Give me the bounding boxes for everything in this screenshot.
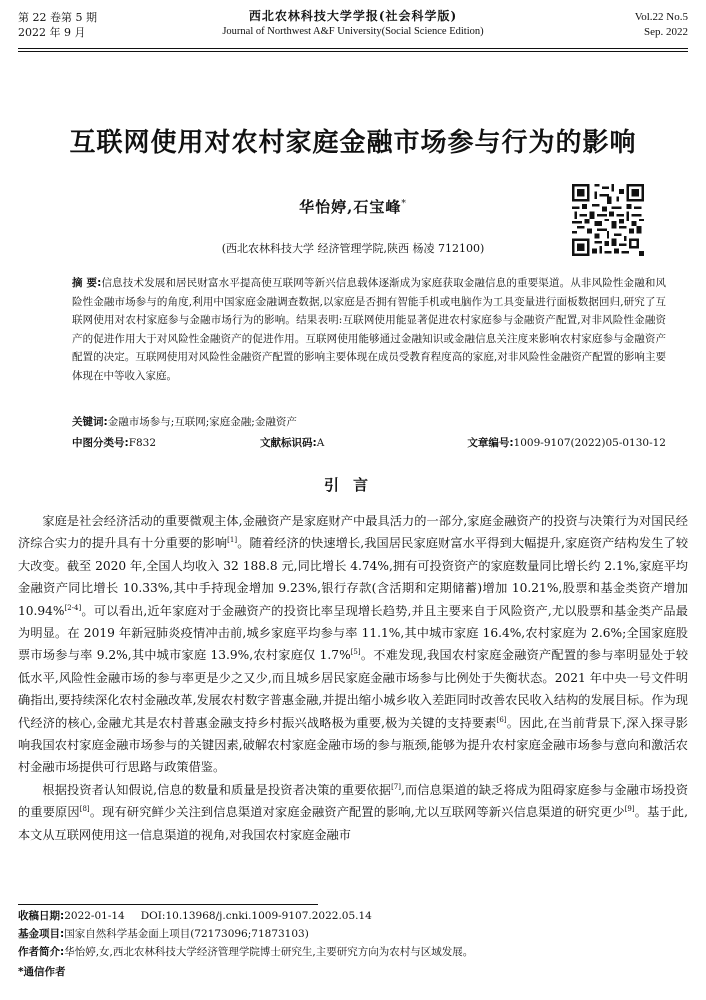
doc-label: 文献标识码: [260, 437, 317, 449]
footnote-rule [18, 904, 318, 905]
journal-header [18, 6, 688, 50]
paragraph-text: 。因此,在当前背景下,深入探寻影响我国农村家庭金融市场参与的关键因素,破解农村家庭金融市场的参与瓶颈,能够为提升农村家庭金融市场参与意向和激活农村金融市场提供可行思路与政策借鉴。 [18, 715, 688, 775]
footnote-author [18, 945, 688, 959]
author-info-text: 华怡婷,女,西北农林科技大学经济管理学院博士研究生,主要研究方向为农村与区域发展。 [64, 946, 474, 958]
volume-issue-en [635, 10, 688, 40]
clc-label: 中图分类号: [72, 437, 129, 449]
received-label: 收稿日期: [18, 910, 65, 922]
citation-ref: [8] [79, 805, 90, 814]
header-rule-thick [18, 48, 688, 49]
art-label: 文章编号: [467, 437, 514, 449]
keywords-text: 金融市场参与;互联网;家庭金融;金融资产 [107, 416, 297, 428]
journal-name-en: Journal of Northwest A&F University(Social Science Edition) [222, 26, 484, 37]
journal-name [18, 8, 688, 39]
document-code [260, 435, 324, 450]
paragraph-text: 。可以看出,近年家庭对于金融资产的投资比率呈现增长趋势,并且主要来自于风险资产,尤以股票和基金类产品最为明显。在 2019 年新冠肺炎疫情冲击前,城乡家庭平均参与率 11.1%,其中城市家庭 16.4%,农村家庭为 2.6%;全国家庭股票市场参与率 9.2%,其中城市家庭 13.9%,农村家庭仅 1.7% [18, 603, 688, 663]
doc-value: A [316, 437, 325, 449]
keywords [72, 414, 666, 429]
corresponding-mark: * [401, 199, 407, 209]
volume-line-en: Vol.22 No.5 [634, 11, 688, 23]
paragraph-text: 。随着经济的快速增长,我国居民家庭财富水平得到大幅提升,家庭资产结构发生了较大改变。截至 2020 年,全国人均收入 32 188.8 元,同比增长 4.74%,拥有可投资资产的家庭数量同比增长约 2.1%,家庭平均金融资产同比增长 10.33%,其中手持现金增加 9.23%,银行存款(含活期和定期储蓄)增加 10.21%,股票和基金类资产增加 10.94% [18, 536, 689, 618]
paragraph [18, 779, 688, 846]
qr-code-icon [572, 184, 644, 256]
doi-label: DOI: [140, 910, 166, 922]
paragraph [18, 510, 688, 779]
header-rule-thin [18, 51, 688, 52]
paragraph-text: 根据投资者认知假说,信息的数量和质量是投资者决策的重要依据 [42, 782, 392, 797]
citation-ref: [1] [227, 536, 238, 545]
abstract-label: 摘 要: [72, 277, 102, 289]
article-number [467, 435, 666, 450]
footnote-fund [18, 927, 688, 941]
fund-label: 基金项目: [18, 928, 65, 940]
abstract-text: 信息技术发展和居民财富水平提高使互联网等新兴信息载体逐渐成为家庭获取金融信息的重要渠道。从非风险性金融和风险性金融市场参与的角度,利用中国家庭金融调查数据,以家庭是否拥有智能手机或电脑作为工具变量进行面板数据回归,研究了互联网使用对农村家庭参与金融市场行为的影响。结果表明:互联网使用能显著促进农村家庭参与金融资产配置,对非风险性金融资产的促进作用大于对风险性金融资产的促进作用。互联网使用能够通过金融知识或金融信息关注度来影响农村家庭参与金融资产配置的决定。互联网使用对风险性金融资产配置的影响主要体现在成员受教育程度高的家庭,对非风险性金融资产配置的影响主要体现在中等收入家庭。 [72, 277, 667, 382]
affiliation: (西北农林科技大学 经济管理学院,陕西 杨凌 712100) [221, 242, 485, 255]
clc-value: F832 [128, 437, 157, 449]
fund-text: 国家自然科学基金面上项目(72173096;71873103) [64, 928, 309, 940]
date-line-en: Sep. 2022 [644, 26, 688, 38]
clc-number [72, 435, 156, 450]
paper-title: 互联网使用对农村家庭金融市场参与行为的影响 [69, 128, 637, 158]
received-date: 2022-01-14 [64, 910, 125, 922]
classification-line [72, 435, 666, 451]
paragraph-text: ,而信息渠道的缺乏将成为阻碍家庭参与金融市场投资的重要原因 [18, 782, 689, 820]
art-value: 1009-9107(2022)05-0130-12 [513, 437, 666, 449]
doi-value: 10.13968/j.cnki.1009-9107.2022.05.14 [165, 910, 372, 922]
paragraph-text: 。基于此,本文从互联网使用这一信息渠道的视角,对我国农村家庭金融市 [18, 805, 689, 842]
citation-ref: [9] [624, 805, 635, 814]
body-text [18, 510, 688, 846]
keywords-label: 关键词: [72, 416, 108, 428]
footnote-received [18, 909, 688, 923]
paragraph-text: 。现有研究鲜少关注到信息渠道对家庭金融资产配置的影响,尤以互联网等新兴信息渠道的研究更少 [89, 805, 625, 820]
citation-ref: [7] [391, 782, 401, 791]
author-info-label: 作者简介: [18, 946, 65, 958]
footnote-corresponding [18, 965, 688, 979]
paragraph-text: 家庭是社会经济活动的重要微观主体,金融资产是家庭财产中最具活力的一部分,家庭金融资产的投资与决策行为对国民经济综合实力的提升具有十分重要的影响 [18, 514, 688, 551]
date-line: 2022 年 9 月 [18, 26, 86, 39]
corresponding-author: *通信作者 [18, 966, 66, 978]
abstract [72, 274, 666, 385]
paragraph-text: 。不难发现,我国农村家庭金融资产配置的参与率明显处于较低水平,风险性金融市场的参与率更是少之又少,而且城乡居民家庭金融市场参与比例处于失衡状态。2021 年中央一号文件明确指出,要持续深化农村金融改革,发展农村数字普惠金融,并提出缩小城乡收入差距同时改善农民收入结构的发展目标。作为现代经济的核心,金融尤其是农村普惠金融支持乡村振兴战略极为重要,极为关键的支持要素 [18, 648, 689, 730]
volume-line: 第 22 卷第 5 期 [18, 11, 97, 24]
section-title: 引言 [323, 476, 382, 494]
citation-ref: [5] [350, 648, 361, 657]
citation-ref: [6] [496, 715, 507, 724]
author-names: 华怡婷,石宝峰 [299, 198, 402, 216]
citation-ref: [2-4] [64, 603, 82, 612]
journal-name-cn: 西北农林科技大学学报(社会科学版) [248, 9, 458, 23]
